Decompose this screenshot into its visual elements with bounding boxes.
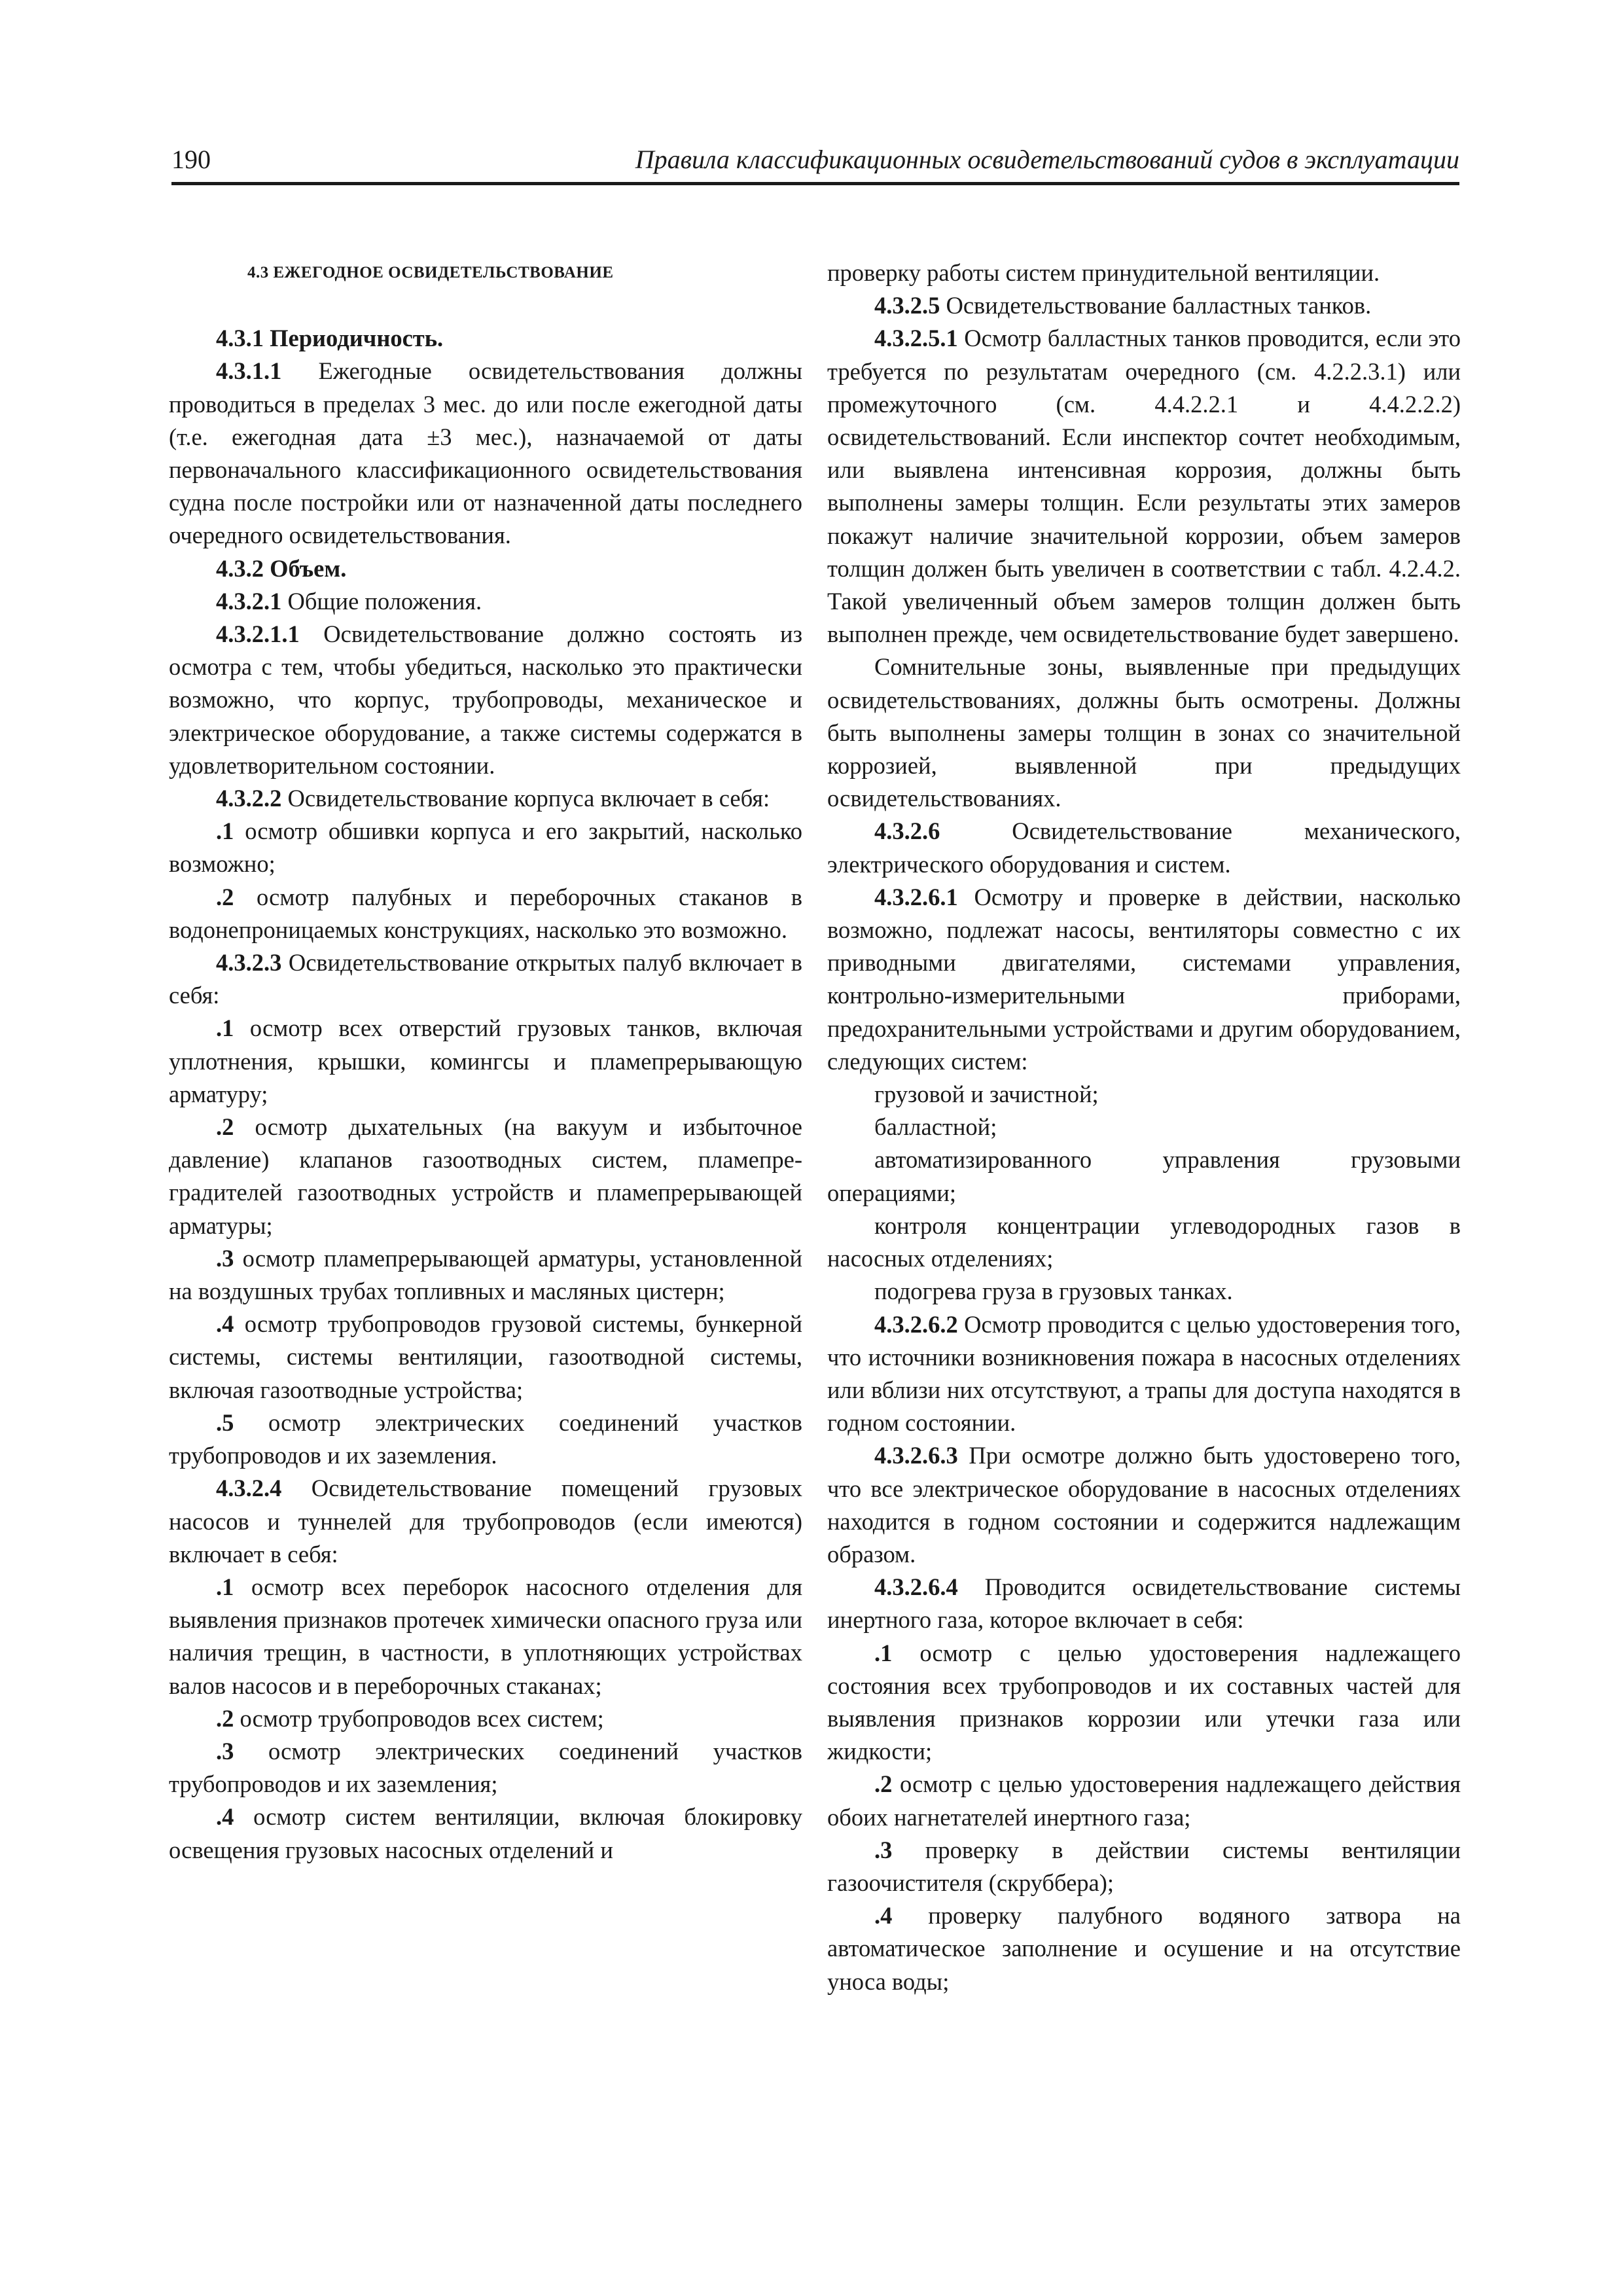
- clause-number: .5: [216, 1408, 234, 1436]
- paragraph: [827, 1637, 1461, 1768]
- paragraph-text: осмотр с целью удостоверения надлежащего состояния всех трубопроводов и их составных частей для выявления признаков коррозии или утечки газа или жидкости;: [827, 1639, 1461, 1765]
- paragraph: [169, 1735, 802, 1801]
- paragraph: [827, 1899, 1461, 1998]
- clause-number: 4.3.2.5.1: [874, 325, 958, 352]
- clause-number: .3: [216, 1244, 234, 1272]
- page-number: 190: [171, 145, 211, 174]
- paragraph-text: Освидетельствование помещений грузовых насосов и туннелей для трубопроводов (если имеются) включает в себя:: [169, 1475, 802, 1568]
- paragraph-text: Осмотру и проверке в действии, насколько возможно, подлежат насосы, вентиляторы совместно с их приводными двигателями, системами управления, контрольно-измерительными приборами, предохранительными устройствами и другим оборудованием, следующих систем:: [827, 883, 1461, 1075]
- clause-number: 4.3.2.6.2: [874, 1310, 958, 1338]
- clause-number: .1: [216, 1014, 234, 1042]
- paragraph: [827, 1571, 1461, 1636]
- paragraph-text: осмотр всех отверстий грузовых танков, включая уплотнения, крышки, комингсы и пламепрерывающую арматуру;: [169, 1014, 802, 1107]
- paragraph: [827, 1111, 1461, 1143]
- clause-number: 4.3.2.6: [874, 817, 940, 845]
- clause-number: 4.3.1.1: [216, 357, 282, 385]
- clause-number: 4.3.2.6.3: [874, 1442, 958, 1469]
- paragraph-text: подогрева груза в грузовых танках.: [874, 1278, 1233, 1305]
- clause-number: .2: [216, 883, 234, 910]
- paragraph: [169, 1702, 802, 1735]
- clause-number: .3: [874, 1836, 893, 1863]
- paragraph: [169, 1111, 802, 1242]
- paragraph: [169, 1407, 802, 1472]
- paragraph-text: проверку в действии системы вентиляции газоочистителя (скруббера);: [827, 1836, 1461, 1896]
- paragraph-text: Сомнительные зоны, выявленные при предыдущих освидетельствованиях, должны быть осмотрены. Должны быть выполнены замеры толщин в зонах со значительной коррозией, выявленной при предыдущих освидетельствованиях.: [827, 653, 1461, 812]
- paragraph-text: Ежегодные освидетельствования должны проводиться в пределах 3 мес. до или после ежегодной даты (т.е. ежегодная дата ±3 мес.), назначаемой от даты первоначального классификационного освидетельствования судна после постройки или от назначенной даты последнего очередного освидетельствования.: [169, 357, 802, 549]
- paragraph-text: балластной;: [874, 1113, 997, 1141]
- paragraph-text: осмотр электрических соединений участков трубопроводов и их заземления.: [169, 1408, 802, 1469]
- clause-number: 4.3.2.3: [216, 949, 282, 977]
- paragraph-text: осмотр трубопроводов всех систем;: [234, 1704, 604, 1732]
- clause-number: 4.3.2.4: [216, 1475, 282, 1502]
- paragraph-text: осмотр палубных и переборочных стаканов в водонепроницаемых конструкциях, насколько это возможно.: [169, 883, 802, 943]
- clause-number: .1: [216, 1573, 234, 1600]
- clause-number: .2: [216, 1704, 234, 1732]
- clause-number: .1: [874, 1639, 893, 1666]
- paragraph-text: грузовой и зачистной;: [874, 1081, 1099, 1108]
- paragraph: [827, 1834, 1461, 1899]
- page-header: [171, 143, 1459, 185]
- clause-number: .4: [216, 1310, 234, 1338]
- section-spacer: [169, 289, 802, 322]
- paragraph: [827, 815, 1461, 880]
- paragraph: [169, 881, 802, 946]
- right-column: [827, 257, 1461, 1998]
- paragraph: [827, 289, 1461, 322]
- clause-number: 4.3.2.5: [874, 292, 940, 319]
- clause-number: .4: [216, 1803, 234, 1831]
- subsection-heading: 4.3.2 Объем.: [216, 554, 347, 582]
- paragraph: [827, 1210, 1461, 1275]
- paragraph-text: осмотр дыхательных (на вакуум и избыточное давление) клапанов газоотводных систем, пламепреградителей газоотводных устройств и пламепрерывающей арматуры;: [169, 1113, 802, 1239]
- paragraph: [827, 1439, 1461, 1571]
- paragraph-text: осмотр обшивки корпуса и его закрытий, насколько возможно;: [169, 817, 802, 878]
- clause-number: 4.3.2.6.4: [874, 1573, 958, 1601]
- subsection-heading: 4.3.1 Периодичность.: [216, 325, 444, 352]
- clause-number: .2: [874, 1770, 893, 1798]
- paragraph-text: осмотр с целью удостоверения надлежащего действия обоих нагнетателей инертного газа;: [827, 1770, 1461, 1831]
- paragraph-text: Общие положения.: [281, 587, 482, 615]
- paragraph: [169, 815, 802, 880]
- paragraph-text: Освидетельствование механического, электрического оборудования и систем.: [827, 817, 1461, 878]
- paragraph: [827, 322, 1461, 651]
- paragraph-text: автоматизированного управления грузовыми операциями;: [827, 1146, 1461, 1206]
- paragraph: [169, 1308, 802, 1407]
- paragraph-text: осмотр систем вентиляции, включая блокировку освещения грузовых насосных отделений и: [169, 1803, 802, 1863]
- paragraph-text: Освидетельствование балластных танков.: [940, 292, 1372, 319]
- running-title: Правила классификационных освидетельствований судов в эксплуатации: [635, 145, 1459, 174]
- paragraph: [169, 585, 802, 618]
- paragraph: [827, 1143, 1461, 1209]
- section-title: 4.3 ЕЖЕГОДНОЕ ОСВИДЕТЕЛЬСТВОВАНИЕ: [247, 264, 614, 281]
- paragraph: [169, 946, 802, 1012]
- paragraph: [169, 1012, 802, 1111]
- paragraph: [827, 1768, 1461, 1833]
- paragraph: [827, 881, 1461, 1078]
- clause-number: .4: [874, 1902, 893, 1929]
- paragraph-text: При осмотре должно быть удостоверено того, что все электрическое оборудование в насосных отделениях находится в годном состоянии и содержится надлежащим образом.: [827, 1442, 1461, 1568]
- paragraph-text: Осмотр балластных танков проводится, если это требуется по результатам очередного (см. 4.2.2.3.1) или промежуточного (см. 4.4.2.2.1 и 4.4.2.2.2) освидетельствований. Если инспектор сочтет необходимым, или выявлена интенсивная коррозия, должны быть выполнены замеры толщин. Если результаты этих замеров покажут наличие значительной коррозии, объем замеров толщин должен быть увеличен в соответствии с табл. 4.2.4.2. Такой увеличенный объем замеров толщин должен быть выполнен прежде, чем освидетельствование будет завершено.: [827, 325, 1461, 648]
- paragraph-text: проверку работы систем принудительной вентиляции.: [827, 259, 1380, 286]
- clause-number: .1: [216, 817, 234, 845]
- paragraph-text: осмотр электрических соединений участков трубопроводов и их заземления;: [169, 1737, 802, 1798]
- left-column: [169, 257, 802, 1867]
- paragraph-text: Освидетельствование открытых палуб включает в себя:: [169, 949, 802, 1009]
- paragraph: [169, 618, 802, 782]
- paragraph: [169, 782, 802, 815]
- paragraph-continuation: [827, 257, 1461, 289]
- paragraph-text: Проводится освидетельствование системы инертного газа, которое включает в себя:: [827, 1573, 1461, 1634]
- paragraph: [827, 1275, 1461, 1308]
- paragraph: [169, 1801, 802, 1866]
- paragraph-text: проверку палубного водяного затвора на автоматическое заполнение и осушение и на отсутствие уноса воды;: [827, 1902, 1461, 1995]
- paragraph: [827, 1308, 1461, 1440]
- clause-number: 4.3.2.1: [216, 587, 282, 615]
- paragraph: [169, 355, 802, 552]
- clause-number: .2: [216, 1113, 234, 1141]
- paragraph-text: контроля концентрации углеводородных газов в насосных отделениях;: [827, 1211, 1461, 1272]
- paragraph-text: осмотр трубопроводов грузовой системы, бункерной системы, системы вентиляции, газоотводной системы, включая газоотводные устройства;: [169, 1310, 802, 1403]
- clause-number: 4.3.2.6.1: [874, 883, 958, 910]
- paragraph-text: осмотр пламепрерывающей арматуры, установленной на воздушных трубах топливных и масляных цистерн;: [169, 1244, 802, 1305]
- paragraph-text: Освидетельствование должно состоять из осмотра с тем, чтобы убедиться, насколько это практически возможно, что корпус, трубопроводы, механическое и электрическое оборудование, а также системы содержатся в удовлетворительном состоянии.: [169, 620, 802, 779]
- paragraph: [827, 1078, 1461, 1111]
- paragraph: [169, 1571, 802, 1702]
- paragraph: [827, 651, 1461, 815]
- clause-number: 4.3.2.2: [216, 785, 282, 812]
- paragraph: [169, 1472, 802, 1571]
- clause-number: 4.3.2.1.1: [216, 620, 300, 648]
- paragraph-text: Освидетельствование корпуса включает в себя:: [281, 785, 770, 812]
- paragraph: [169, 1242, 802, 1308]
- paragraph-text: Осмотр проводится с целью удостоверения того, что источники возникновения пожара в насосных отделениях или вблизи них отсутствуют, а трапы для доступа находятся в годном состоянии.: [827, 1310, 1461, 1437]
- clause-number: .3: [216, 1737, 234, 1765]
- paragraph-text: осмотр всех переборок насосного отделения для выявления признаков протечек химически опасного груза или наличия трещин, в частности, в уплотняющих устройствах валов насосов и в переборочных стаканах;: [169, 1573, 802, 1699]
